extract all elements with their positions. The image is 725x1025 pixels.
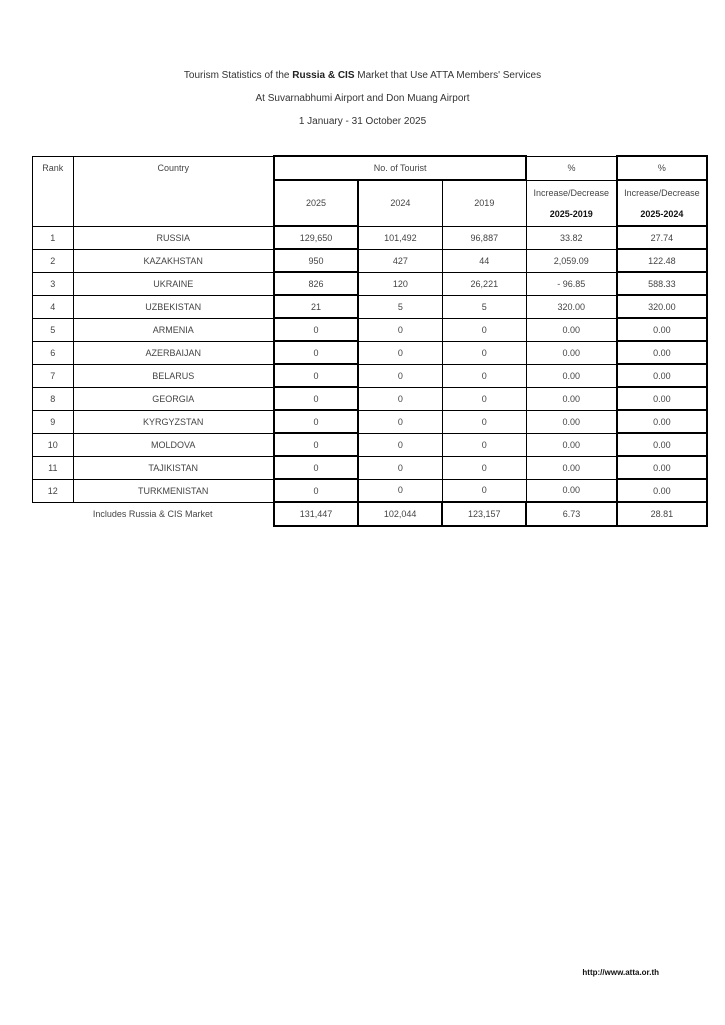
header-rank: Rank bbox=[33, 156, 74, 226]
row-rank: 4 bbox=[33, 295, 74, 318]
row-tourists-2025: 0 bbox=[274, 456, 358, 479]
row-tourists-2019: 0 bbox=[442, 387, 526, 410]
row-tourists-2019: 0 bbox=[442, 433, 526, 456]
total-2024: 102,044 bbox=[358, 502, 442, 526]
row-tourists-2024: 0 bbox=[358, 341, 442, 364]
row-rank: 8 bbox=[33, 387, 74, 410]
total-pct-2025-2024: 28.81 bbox=[617, 502, 707, 526]
row-tourists-2024: 0 bbox=[358, 456, 442, 479]
header-year-2024: 2024 bbox=[358, 180, 442, 226]
row-tourists-2024: 120 bbox=[358, 272, 442, 295]
row-pct-2025-2024: 0.00 bbox=[617, 387, 707, 410]
table-row bbox=[33, 456, 708, 479]
row-tourists-2019: 0 bbox=[442, 479, 526, 502]
row-tourists-2025: 0 bbox=[274, 364, 358, 387]
row-pct-2025-2019: 2,059.09 bbox=[526, 249, 616, 272]
row-pct-2025-2024: 0.00 bbox=[617, 479, 707, 502]
row-country: UKRAINE bbox=[73, 272, 274, 295]
header-pct-1-symbol: % bbox=[526, 156, 616, 180]
row-rank: 5 bbox=[33, 318, 74, 341]
row-tourists-2025: 0 bbox=[274, 479, 358, 502]
table-row bbox=[33, 272, 708, 295]
header-pct-2-period: 2025-2024 bbox=[640, 209, 684, 219]
row-pct-2025-2019: 33.82 bbox=[526, 226, 616, 249]
row-tourists-2024: 0 bbox=[358, 433, 442, 456]
row-rank: 1 bbox=[33, 226, 74, 249]
row-tourists-2024: 427 bbox=[358, 249, 442, 272]
row-pct-2025-2024: 0.00 bbox=[617, 433, 707, 456]
row-tourists-2025: 826 bbox=[274, 272, 358, 295]
total-pct-2025-2019: 6.73 bbox=[526, 502, 616, 526]
header-pct-1-period: 2025-2019 bbox=[549, 209, 593, 219]
row-pct-2025-2024: 27.74 bbox=[617, 226, 707, 249]
row-tourists-2019: 0 bbox=[442, 318, 526, 341]
header-year-2025: 2025 bbox=[274, 180, 358, 226]
total-row bbox=[33, 502, 708, 526]
row-rank: 9 bbox=[33, 410, 74, 433]
total-2025: 131,447 bbox=[274, 502, 358, 526]
row-rank: 10 bbox=[33, 433, 74, 456]
header-pct-2-label: Increase/Decrease bbox=[624, 188, 700, 198]
row-rank: 6 bbox=[33, 341, 74, 364]
row-pct-2025-2024: 122.48 bbox=[617, 249, 707, 272]
row-rank: 7 bbox=[33, 364, 74, 387]
table-row bbox=[33, 249, 708, 272]
row-tourists-2019: 0 bbox=[442, 410, 526, 433]
row-pct-2025-2019: 0.00 bbox=[526, 318, 616, 341]
row-country: GEORGIA bbox=[73, 387, 274, 410]
row-pct-2025-2024: 0.00 bbox=[617, 318, 707, 341]
row-country: TURKMENISTAN bbox=[73, 479, 274, 502]
row-rank: 3 bbox=[33, 272, 74, 295]
table-row bbox=[33, 364, 708, 387]
row-tourists-2025: 129,650 bbox=[274, 226, 358, 249]
row-pct-2025-2024: 0.00 bbox=[617, 410, 707, 433]
row-pct-2025-2019: 0.00 bbox=[526, 433, 616, 456]
table-row bbox=[33, 387, 708, 410]
footer-website-link[interactable]: http://www.atta.or.th bbox=[582, 968, 659, 977]
table-row bbox=[33, 433, 708, 456]
header-country: Country bbox=[73, 156, 274, 226]
table-body bbox=[33, 226, 708, 502]
row-tourists-2019: 0 bbox=[442, 364, 526, 387]
row-country: KAZAKHSTAN bbox=[73, 249, 274, 272]
report-period: 1 January - 31 October 2025 bbox=[298, 116, 427, 127]
row-country: AZERBAIJAN bbox=[73, 341, 274, 364]
table-row bbox=[33, 410, 708, 433]
row-tourists-2019: 0 bbox=[442, 341, 526, 364]
row-tourists-2024: 5 bbox=[358, 295, 442, 318]
table-row bbox=[33, 479, 708, 502]
row-country: MOLDOVA bbox=[73, 433, 274, 456]
row-tourists-2025: 21 bbox=[274, 295, 358, 318]
row-tourists-2025: 0 bbox=[274, 318, 358, 341]
table-row bbox=[33, 341, 708, 364]
tourist-statistics-table bbox=[32, 155, 708, 527]
row-country: BELARUS bbox=[73, 364, 274, 387]
row-tourists-2019: 5 bbox=[442, 295, 526, 318]
row-tourists-2024: 0 bbox=[358, 410, 442, 433]
row-pct-2025-2019: 0.00 bbox=[526, 479, 616, 502]
row-tourists-2024: 101,492 bbox=[358, 226, 442, 249]
header-pct-2 bbox=[617, 180, 707, 226]
header-pct-1 bbox=[526, 180, 616, 226]
row-tourists-2019: 96,887 bbox=[442, 226, 526, 249]
row-tourists-2024: 0 bbox=[358, 318, 442, 341]
row-country: TAJIKISTAN bbox=[73, 456, 274, 479]
table-row bbox=[33, 318, 708, 341]
row-tourists-2025: 0 bbox=[274, 387, 358, 410]
row-pct-2025-2024: 0.00 bbox=[617, 341, 707, 364]
header-year-2019: 2019 bbox=[442, 180, 526, 226]
row-tourists-2019: 0 bbox=[442, 456, 526, 479]
row-pct-2025-2019: 0.00 bbox=[526, 387, 616, 410]
row-pct-2025-2019: 320.00 bbox=[526, 295, 616, 318]
row-tourists-2019: 26,221 bbox=[442, 272, 526, 295]
row-pct-2025-2019: - 96.85 bbox=[526, 272, 616, 295]
header-pct-1-label: Increase/Decrease bbox=[533, 188, 610, 198]
row-country: KYRGYZSTAN bbox=[73, 410, 274, 433]
table-row bbox=[33, 226, 708, 249]
report-title: Tourism Statistics of the Russia & CIS Market that Use ATTA Members' Services bbox=[183, 70, 542, 81]
row-tourists-2025: 0 bbox=[274, 341, 358, 364]
table-row bbox=[33, 295, 708, 318]
row-tourists-2024: 0 bbox=[358, 387, 442, 410]
row-tourists-2025: 0 bbox=[274, 410, 358, 433]
row-pct-2025-2019: 0.00 bbox=[526, 410, 616, 433]
row-rank: 12 bbox=[33, 479, 74, 502]
row-tourists-2025: 0 bbox=[274, 433, 358, 456]
row-tourists-2025: 950 bbox=[274, 249, 358, 272]
row-tourists-2024: 0 bbox=[358, 364, 442, 387]
row-country: RUSSIA bbox=[73, 226, 274, 249]
row-tourists-2019: 44 bbox=[442, 249, 526, 272]
row-rank: 11 bbox=[33, 456, 74, 479]
row-country: UZBEKISTAN bbox=[73, 295, 274, 318]
row-pct-2025-2024: 320.00 bbox=[617, 295, 707, 318]
row-pct-2025-2019: 0.00 bbox=[526, 364, 616, 387]
report-subtitle: At Suvarnabhumi Airport and Don Muang Airport bbox=[255, 93, 470, 104]
row-tourists-2024: 0 bbox=[358, 479, 442, 502]
total-2019: 123,157 bbox=[442, 502, 526, 526]
row-pct-2025-2024: 0.00 bbox=[617, 456, 707, 479]
total-label: Includes Russia & CIS Market bbox=[92, 509, 213, 520]
row-pct-2025-2024: 0.00 bbox=[617, 364, 707, 387]
row-rank: 2 bbox=[33, 249, 74, 272]
header-no-of-tourist: No. of Tourist bbox=[274, 156, 527, 180]
row-country: ARMENIA bbox=[73, 318, 274, 341]
row-pct-2025-2024: 588.33 bbox=[617, 272, 707, 295]
row-pct-2025-2019: 0.00 bbox=[526, 456, 616, 479]
header-pct-2-symbol: % bbox=[617, 156, 707, 180]
row-pct-2025-2019: 0.00 bbox=[526, 341, 616, 364]
